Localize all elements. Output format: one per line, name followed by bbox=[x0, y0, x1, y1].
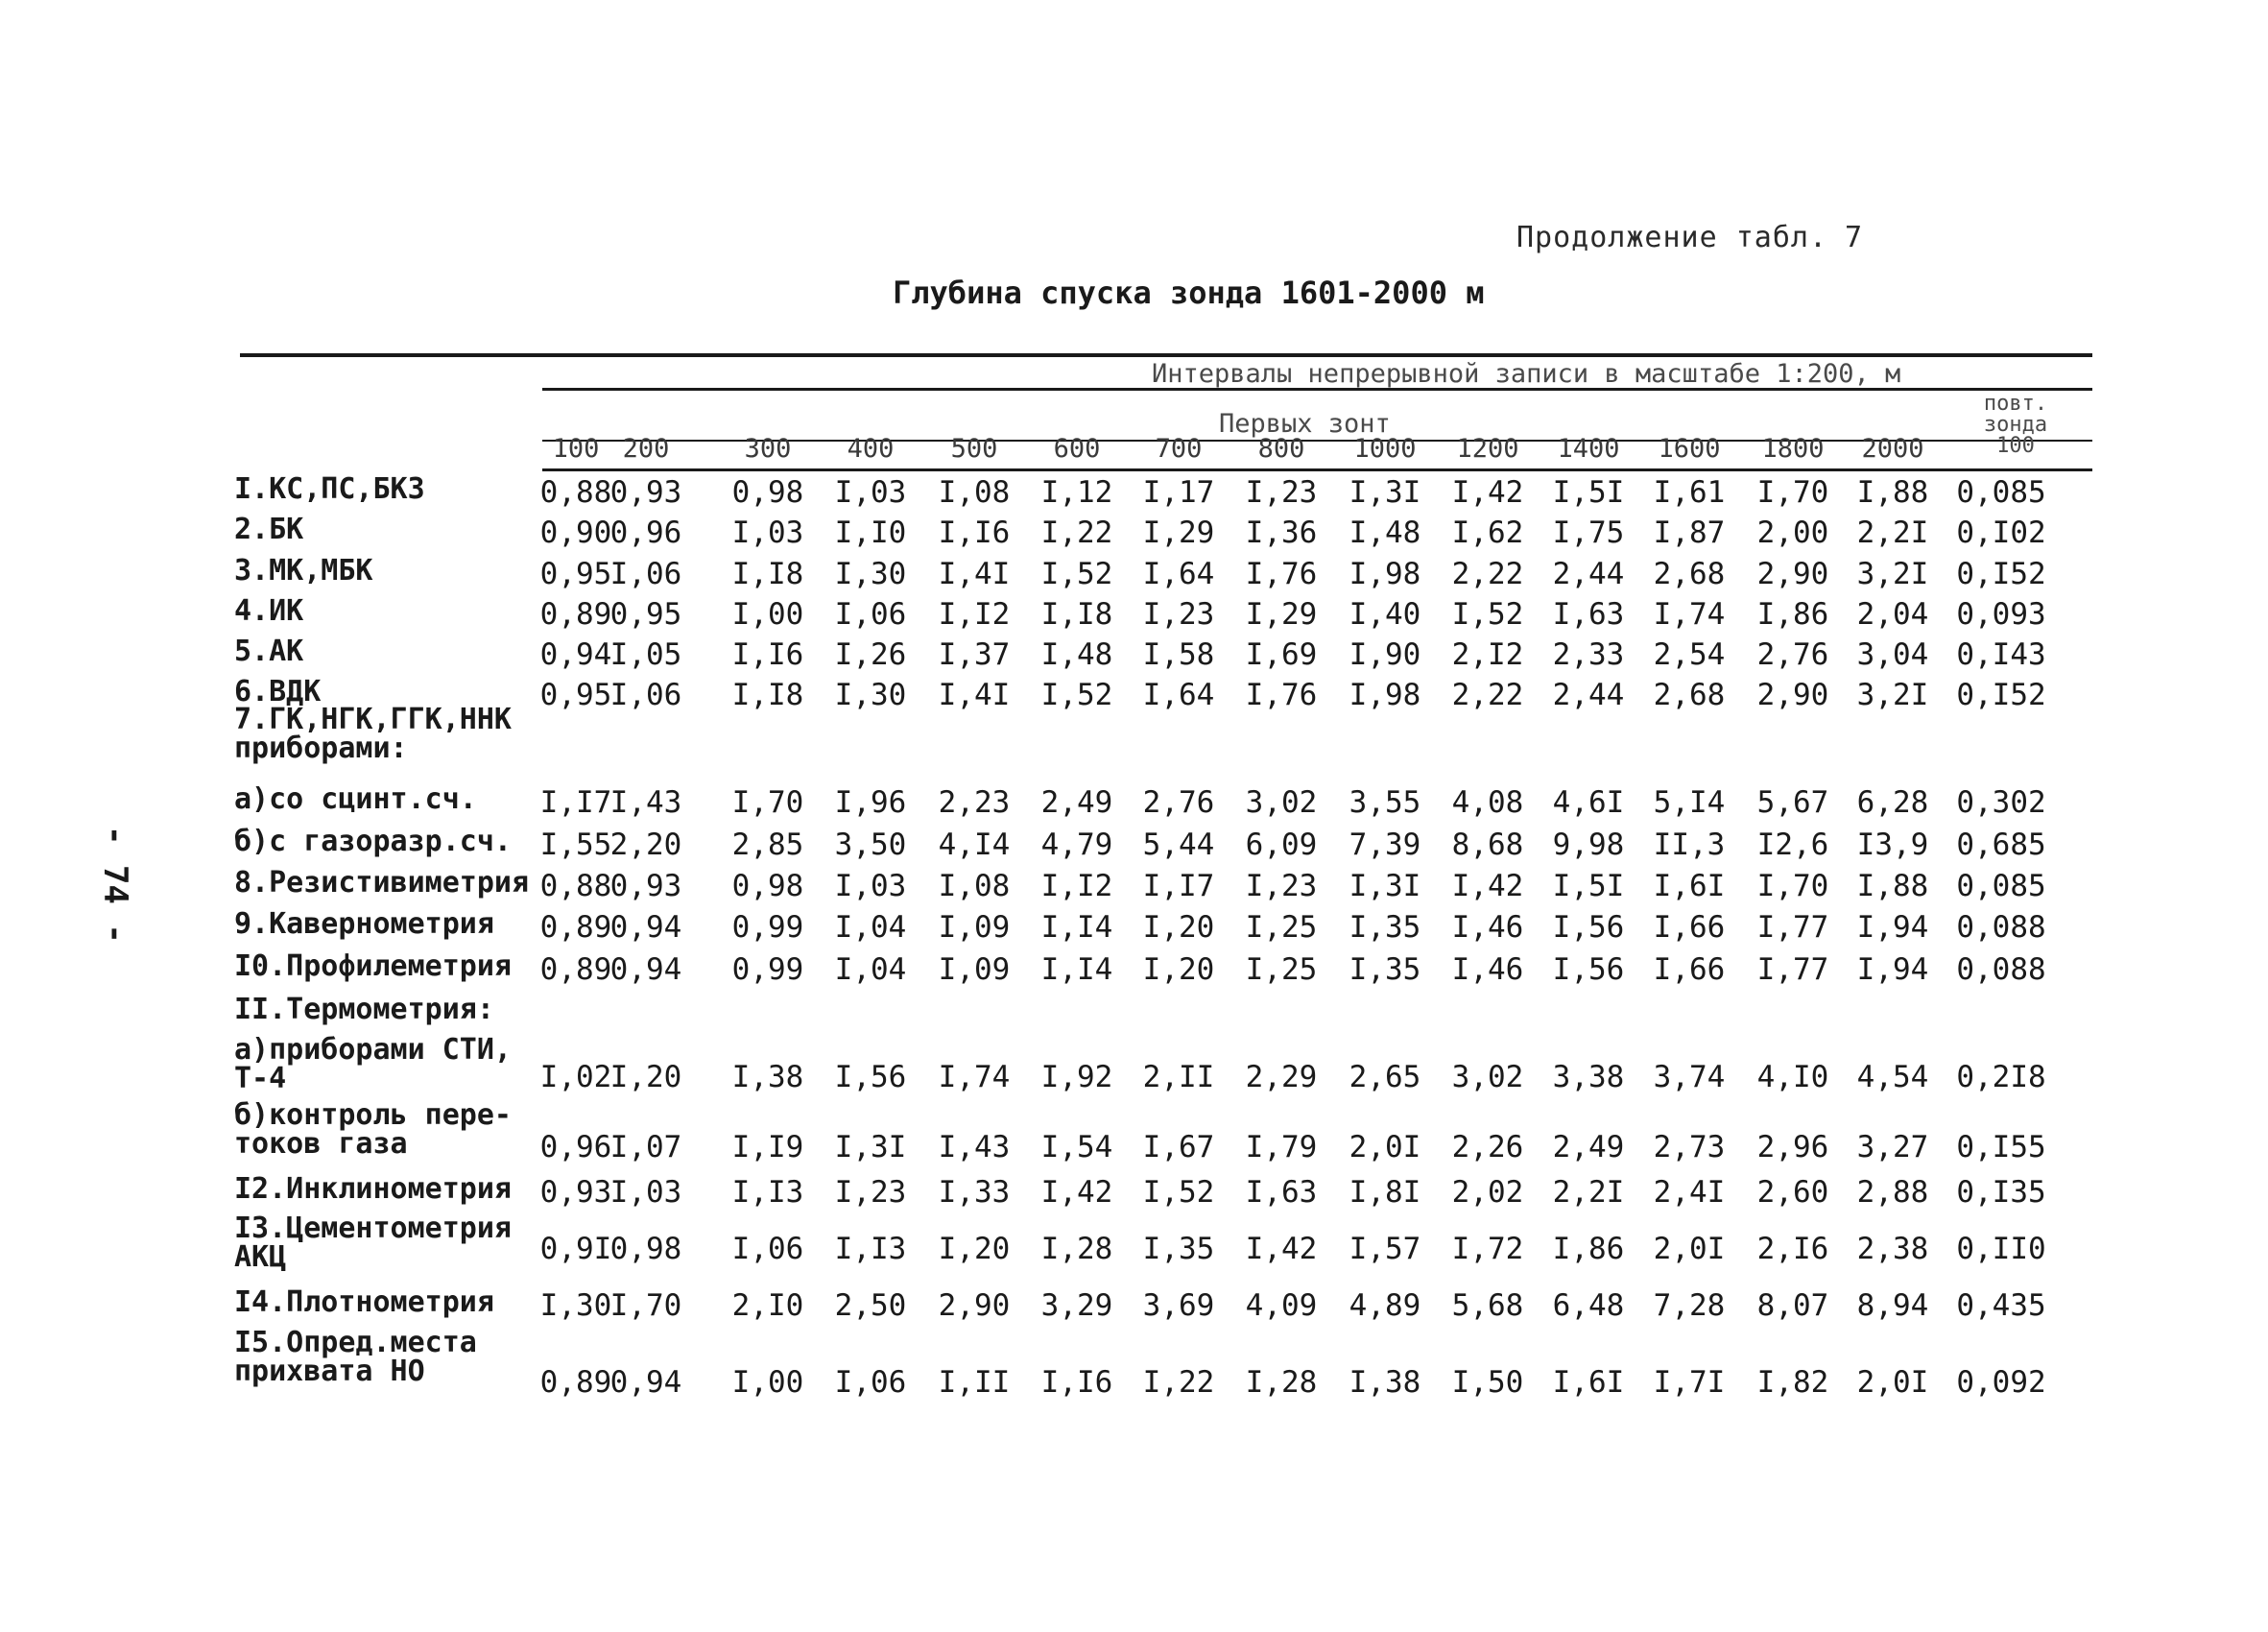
column-header: 2000 bbox=[1861, 434, 1924, 464]
table-cell: 0,95 bbox=[539, 557, 612, 591]
header-bottom-rule bbox=[542, 468, 2092, 471]
table-cell: 0,9I bbox=[539, 1232, 612, 1266]
row-label: 8.Резистивиметрия bbox=[234, 866, 530, 900]
table-cell: I,00 bbox=[731, 1365, 804, 1400]
column-header: 1800 bbox=[1761, 434, 1825, 464]
table-cell: 0,89 bbox=[539, 952, 612, 987]
table-cell: 2,I2 bbox=[1451, 637, 1524, 672]
table-cell: 3,69 bbox=[1142, 1288, 1215, 1323]
page-title: Глубина спуска зонда 1601-2000 м bbox=[893, 275, 1485, 311]
table-cell: I,23 bbox=[1142, 597, 1215, 632]
table-cell: 0,085 bbox=[1956, 475, 2046, 510]
table-cell: 2,49 bbox=[1552, 1130, 1625, 1164]
table-cell: I,02 bbox=[539, 1060, 612, 1094]
table-cell: I,04 bbox=[834, 910, 907, 945]
table-cell: I,22 bbox=[1142, 1365, 1215, 1400]
table-cell: I,23 bbox=[834, 1175, 907, 1210]
table-cell: I,42 bbox=[1451, 475, 1524, 510]
table-cell: I,06 bbox=[834, 597, 907, 632]
table-cell: 3,04 bbox=[1856, 637, 1929, 672]
table-cell: I,37 bbox=[938, 637, 1011, 672]
table-cell: 4,I0 bbox=[1756, 1060, 1829, 1094]
table-cell: I,4I bbox=[938, 557, 1011, 591]
table-cell: I,94 bbox=[1856, 952, 1929, 987]
table-cell: 0,90 bbox=[539, 516, 612, 550]
table-cell: I,04 bbox=[834, 952, 907, 987]
table-cell: 8,07 bbox=[1756, 1288, 1829, 1323]
table-cell: I,52 bbox=[1040, 678, 1113, 712]
row-label: а)приборами СТИ, Т-4 bbox=[234, 1033, 512, 1095]
table-cell: I,12 bbox=[1040, 475, 1113, 510]
table-cell: 0,302 bbox=[1956, 785, 2046, 820]
table-cell: I,I6 bbox=[1040, 1365, 1113, 1400]
table-cell: 2,2I bbox=[1552, 1175, 1625, 1210]
table-cell: 0,I02 bbox=[1956, 516, 2046, 550]
table-cell: I,I8 bbox=[1040, 597, 1113, 632]
table-cell: I,3I bbox=[1349, 869, 1421, 903]
table-cell: I,05 bbox=[609, 637, 682, 672]
table-cell: I,I3 bbox=[834, 1232, 907, 1266]
table-cell: 2,22 bbox=[1451, 678, 1524, 712]
table-cell: 0,88 bbox=[539, 869, 612, 903]
table-cell: I,70 bbox=[731, 785, 804, 820]
row-label: 6.ВДК bbox=[234, 675, 322, 708]
table-cell: 0,I52 bbox=[1956, 557, 2046, 591]
table-cell: I,23 bbox=[1245, 869, 1318, 903]
row-label: б)с газоразр.сч. bbox=[234, 825, 512, 858]
table-cell: I,03 bbox=[731, 516, 804, 550]
table-cell: 0,093 bbox=[1956, 597, 2046, 632]
table-cell: I,28 bbox=[1040, 1232, 1113, 1266]
table-cell: I,42 bbox=[1451, 869, 1524, 903]
table-cell: I,63 bbox=[1552, 597, 1625, 632]
table-cell: I,48 bbox=[1040, 637, 1113, 672]
table-cell: I,33 bbox=[938, 1175, 1011, 1210]
table-cell: I,20 bbox=[1142, 910, 1215, 945]
table-cell: I,90 bbox=[1349, 637, 1421, 672]
table-cell: 0,435 bbox=[1956, 1288, 2046, 1323]
table-cell: 0,98 bbox=[731, 869, 804, 903]
table-cell: I,86 bbox=[1552, 1232, 1625, 1266]
table-cell: 0,I52 bbox=[1956, 678, 2046, 712]
table-cell: 2,65 bbox=[1349, 1060, 1421, 1094]
table-cell: 2,04 bbox=[1856, 597, 1929, 632]
table-cell: I,23 bbox=[1245, 475, 1318, 510]
table-cell: 2,I0 bbox=[731, 1288, 804, 1323]
table-cell: 0,89 bbox=[539, 597, 612, 632]
table-cell: I,43 bbox=[938, 1130, 1011, 1164]
table-cell: 3,2I bbox=[1856, 678, 1929, 712]
table-cell: I,98 bbox=[1349, 678, 1421, 712]
table-cell: I3,9 bbox=[1856, 828, 1929, 862]
table-cell: 2,44 bbox=[1552, 678, 1625, 712]
table-cell: 5,68 bbox=[1451, 1288, 1524, 1323]
table-cell: I,3I bbox=[834, 1130, 907, 1164]
table-cell: I,52 bbox=[1040, 557, 1113, 591]
table-cell: I,08 bbox=[938, 869, 1011, 903]
table-cell: 4,6I bbox=[1552, 785, 1625, 820]
table-cell: 2,85 bbox=[731, 828, 804, 862]
table-cell: I,I7 bbox=[539, 785, 612, 820]
table-cell: I,I8 bbox=[731, 557, 804, 591]
table-cell: I,77 bbox=[1756, 910, 1829, 945]
row-label: 7.ГК,НГК,ГГК,ННК приборами: bbox=[234, 703, 512, 765]
column-header: 1600 bbox=[1658, 434, 1721, 464]
table-cell: I,I3 bbox=[731, 1175, 804, 1210]
table-cell: 0,685 bbox=[1956, 828, 2046, 862]
group-header: Интервалы непрерывной записи в масштабе 1:200, м bbox=[1152, 359, 1901, 389]
continuation-text: Продолжение табл. bbox=[1516, 221, 1828, 254]
table-cell: I,6I bbox=[1653, 869, 1726, 903]
table-cell: I,I7 bbox=[1142, 869, 1215, 903]
table-cell: 0,092 bbox=[1956, 1365, 2046, 1400]
table-cell: 0,88 bbox=[539, 475, 612, 510]
table-cell: 0,088 bbox=[1956, 910, 2046, 945]
table-cell: I,69 bbox=[1245, 637, 1318, 672]
table-cell: I,28 bbox=[1245, 1365, 1318, 1400]
table-cell: 2,22 bbox=[1451, 557, 1524, 591]
table-cell: I,66 bbox=[1653, 952, 1726, 987]
row-label: 5.АК bbox=[234, 635, 304, 668]
column-header: 200 bbox=[622, 434, 670, 464]
table-cell: I,03 bbox=[834, 475, 907, 510]
table-cell: I,62 bbox=[1451, 516, 1524, 550]
table-cell: 2,90 bbox=[1756, 557, 1829, 591]
table-cell: I,92 bbox=[1040, 1060, 1113, 1094]
table-cell: I,I6 bbox=[731, 637, 804, 672]
table-cell: I,56 bbox=[834, 1060, 907, 1094]
table-cell: I,70 bbox=[609, 1288, 682, 1323]
table-cell: 0,93 bbox=[609, 475, 682, 510]
table-cell: 0,94 bbox=[539, 637, 612, 672]
table-cell: I,29 bbox=[1245, 597, 1318, 632]
table-cell: I,63 bbox=[1245, 1175, 1318, 1210]
table-cell: 2,0I bbox=[1856, 1365, 1929, 1400]
table-cell: 2,I6 bbox=[1756, 1232, 1829, 1266]
table-cell: 3,55 bbox=[1349, 785, 1421, 820]
table-cell: I,38 bbox=[731, 1060, 804, 1094]
table-cell: 2,49 bbox=[1040, 785, 1113, 820]
table-cell: I,20 bbox=[938, 1232, 1011, 1266]
table-cell: 3,27 bbox=[1856, 1130, 1929, 1164]
table-cell: I,87 bbox=[1653, 516, 1726, 550]
table-cell: I,67 bbox=[1142, 1130, 1215, 1164]
table-cell: I,I0 bbox=[834, 516, 907, 550]
table-cell: 2,02 bbox=[1451, 1175, 1524, 1210]
table-cell: 2,90 bbox=[1756, 678, 1829, 712]
table-cell: I,06 bbox=[731, 1232, 804, 1266]
table-cell: I,35 bbox=[1349, 952, 1421, 987]
last-col-header: повт. зонда 100 bbox=[1983, 392, 2048, 458]
table-cell: I,I6 bbox=[938, 516, 1011, 550]
table-cell: I,40 bbox=[1349, 597, 1421, 632]
table-cell: 0,085 bbox=[1956, 869, 2046, 903]
table-cell: 0,94 bbox=[609, 910, 682, 945]
table-cell: II,3 bbox=[1653, 828, 1726, 862]
table-cell: I,30 bbox=[539, 1288, 612, 1323]
table-cell: I,I4 bbox=[1040, 952, 1113, 987]
table-cell: I,06 bbox=[609, 678, 682, 712]
table-cell: I,96 bbox=[834, 785, 907, 820]
table-cell: I,57 bbox=[1349, 1232, 1421, 1266]
table-cell: I,6I bbox=[1552, 1365, 1625, 1400]
table-cell: 0,088 bbox=[1956, 952, 2046, 987]
table-cell: I,76 bbox=[1245, 557, 1318, 591]
table-cell: I,22 bbox=[1040, 516, 1113, 550]
table-cell: I,56 bbox=[1552, 910, 1625, 945]
table-cell: 4,89 bbox=[1349, 1288, 1421, 1323]
table-cell: I,77 bbox=[1756, 952, 1829, 987]
table-cell: 2,50 bbox=[834, 1288, 907, 1323]
table-cell: 0,95 bbox=[539, 678, 612, 712]
table-cell: I,52 bbox=[1451, 597, 1524, 632]
table-cell: 0,96 bbox=[609, 516, 682, 550]
table-cell: I,35 bbox=[1349, 910, 1421, 945]
row-label: I0.Профилеметрия bbox=[234, 949, 512, 983]
table-cell: 2,54 bbox=[1653, 637, 1726, 672]
column-header: 1000 bbox=[1353, 434, 1417, 464]
table-cell: I,58 bbox=[1142, 637, 1215, 672]
table-cell: 8,68 bbox=[1451, 828, 1524, 862]
table-cell: I,98 bbox=[1349, 557, 1421, 591]
table-cell: 5,67 bbox=[1756, 785, 1829, 820]
table-cell: I,72 bbox=[1451, 1232, 1524, 1266]
table-cell: I,09 bbox=[938, 910, 1011, 945]
table-cell: I,36 bbox=[1245, 516, 1318, 550]
table-cell: I,4I bbox=[938, 678, 1011, 712]
table-cell: 0,I55 bbox=[1956, 1130, 2046, 1164]
table-cell: I,74 bbox=[938, 1060, 1011, 1094]
table-cell: I,64 bbox=[1142, 678, 1215, 712]
table-cell: 2,0I bbox=[1653, 1232, 1726, 1266]
row-label: 4.ИК bbox=[234, 594, 304, 628]
table-cell: 6,09 bbox=[1245, 828, 1318, 862]
table-cell: 0,95 bbox=[609, 597, 682, 632]
table-cell: I,30 bbox=[834, 557, 907, 591]
column-header: 600 bbox=[1053, 434, 1101, 464]
table-cell: I,20 bbox=[1142, 952, 1215, 987]
table-cell: 0,99 bbox=[731, 952, 804, 987]
table-cell: 2,90 bbox=[938, 1288, 1011, 1323]
table-cell: I,06 bbox=[609, 557, 682, 591]
table-cell: 2,44 bbox=[1552, 557, 1625, 591]
table-cell: I,II bbox=[938, 1365, 1011, 1400]
table-cell: I,8I bbox=[1349, 1175, 1421, 1210]
page-number: - 74 - bbox=[96, 826, 134, 944]
table-cell: I,00 bbox=[731, 597, 804, 632]
table-cell: I,70 bbox=[1756, 475, 1829, 510]
table-cell: I,64 bbox=[1142, 557, 1215, 591]
table-cell: 2,4I bbox=[1653, 1175, 1726, 1210]
column-header: 1200 bbox=[1456, 434, 1519, 464]
table-cell: I,03 bbox=[834, 869, 907, 903]
table-cell: I,3I bbox=[1349, 475, 1421, 510]
table-cell: I,03 bbox=[609, 1175, 682, 1210]
table-cell: I,82 bbox=[1756, 1365, 1829, 1400]
row-label: 3.МК,МБК bbox=[234, 554, 373, 588]
column-header: 700 bbox=[1155, 434, 1203, 464]
table-cell: 0,99 bbox=[731, 910, 804, 945]
row-label: а)со сцинт.сч. bbox=[234, 782, 477, 816]
table-cell: 2,0I bbox=[1349, 1130, 1421, 1164]
table-cell: I,48 bbox=[1349, 516, 1421, 550]
table-cell: 4,79 bbox=[1040, 828, 1113, 862]
table-cell: I,08 bbox=[938, 475, 1011, 510]
table-cell: I,88 bbox=[1856, 869, 1929, 903]
table-cell: 7,28 bbox=[1653, 1288, 1726, 1323]
row-label: II.Термометрия: bbox=[234, 993, 494, 1026]
table-cell: 0,I43 bbox=[1956, 637, 2046, 672]
table-cell: I,46 bbox=[1451, 910, 1524, 945]
column-header: 1400 bbox=[1557, 434, 1620, 464]
column-header: 300 bbox=[744, 434, 792, 464]
table-cell: 0,98 bbox=[609, 1232, 682, 1266]
table-cell: I,70 bbox=[1756, 869, 1829, 903]
row-label: б)контроль пере- токов газа bbox=[234, 1098, 512, 1161]
table-cell: I,61 bbox=[1653, 475, 1726, 510]
top-rule bbox=[240, 353, 2092, 357]
table-cell: I,79 bbox=[1245, 1130, 1318, 1164]
table-cell: I,56 bbox=[1552, 952, 1625, 987]
row-label: I3.Цементометрия АКЦ bbox=[234, 1212, 512, 1274]
table-cell: 2,68 bbox=[1653, 557, 1726, 591]
continuation-note bbox=[1516, 221, 1863, 254]
table-cell: I,50 bbox=[1451, 1365, 1524, 1400]
table-cell: 2,29 bbox=[1245, 1060, 1318, 1094]
row-label: 9.Кавернометрия bbox=[234, 907, 494, 941]
table-cell: 3,02 bbox=[1451, 1060, 1524, 1094]
row-label: I2.Инклинометрия bbox=[234, 1172, 512, 1206]
table-cell: I,5I bbox=[1552, 869, 1625, 903]
table-cell: I,30 bbox=[834, 678, 907, 712]
table-cell: I,I2 bbox=[938, 597, 1011, 632]
column-header: 500 bbox=[950, 434, 998, 464]
table-cell: 8,94 bbox=[1856, 1288, 1929, 1323]
table-cell: I,I2 bbox=[1040, 869, 1113, 903]
table-cell: I,I9 bbox=[731, 1130, 804, 1164]
row-label: I5.Опред.места прихвата НО bbox=[234, 1326, 477, 1388]
table-cell: I,55 bbox=[539, 828, 612, 862]
table-cell: I,46 bbox=[1451, 952, 1524, 987]
table-cell: I,5I bbox=[1552, 475, 1625, 510]
table-cell: I,42 bbox=[1245, 1232, 1318, 1266]
table-cell: 2,23 bbox=[938, 785, 1011, 820]
row-label: I4.Плотнометрия bbox=[234, 1285, 494, 1319]
table-cell: 2,76 bbox=[1142, 785, 1215, 820]
table-cell: 3,2I bbox=[1856, 557, 1929, 591]
table-cell: 2,33 bbox=[1552, 637, 1625, 672]
table-cell: 2,68 bbox=[1653, 678, 1726, 712]
table-cell: I,7I bbox=[1653, 1365, 1726, 1400]
table-cell: 0,89 bbox=[539, 910, 612, 945]
table-cell: 4,54 bbox=[1856, 1060, 1929, 1094]
table-number: 7 bbox=[1845, 221, 1864, 254]
table-cell: 2,38 bbox=[1856, 1232, 1929, 1266]
table-cell: 9,98 bbox=[1552, 828, 1625, 862]
table-cell: I,74 bbox=[1653, 597, 1726, 632]
table-cell: 5,I4 bbox=[1653, 785, 1726, 820]
table-cell: I,20 bbox=[609, 1060, 682, 1094]
table-cell: I,54 bbox=[1040, 1130, 1113, 1164]
table-cell: 3,29 bbox=[1040, 1288, 1113, 1323]
table-cell: I,38 bbox=[1349, 1365, 1421, 1400]
table-cell: I,09 bbox=[938, 952, 1011, 987]
table-cell: 2,73 bbox=[1653, 1130, 1726, 1164]
table-cell: 0,II0 bbox=[1956, 1232, 2046, 1266]
table-cell: 2,26 bbox=[1451, 1130, 1524, 1164]
table-cell: 0,2I8 bbox=[1956, 1060, 2046, 1094]
table-cell: 2,II bbox=[1142, 1060, 1215, 1094]
table-cell: 0,93 bbox=[609, 869, 682, 903]
table-cell: I,42 bbox=[1040, 1175, 1113, 1210]
table-cell: I,07 bbox=[609, 1130, 682, 1164]
table-cell: I,I8 bbox=[731, 678, 804, 712]
table-cell: 3,74 bbox=[1653, 1060, 1726, 1094]
column-header: 100 bbox=[552, 434, 600, 464]
table-cell: I,43 bbox=[609, 785, 682, 820]
table-cell: I,75 bbox=[1552, 516, 1625, 550]
table-cell: 2,00 bbox=[1756, 516, 1829, 550]
table-cell: 0,96 bbox=[539, 1130, 612, 1164]
subgroup-header: Первых зонт bbox=[1219, 409, 1391, 439]
table-cell: 2,88 bbox=[1856, 1175, 1929, 1210]
table-cell: 3,38 bbox=[1552, 1060, 1625, 1094]
table-cell: 5,44 bbox=[1142, 828, 1215, 862]
table-cell: I,06 bbox=[834, 1365, 907, 1400]
table-cell: I,35 bbox=[1142, 1232, 1215, 1266]
table-cell: I,25 bbox=[1245, 952, 1318, 987]
table-cell: 6,48 bbox=[1552, 1288, 1625, 1323]
table-cell: 7,39 bbox=[1349, 828, 1421, 862]
row-label: 2.БК bbox=[234, 513, 304, 546]
table-cell: I2,6 bbox=[1756, 828, 1829, 862]
table-cell: 2,96 bbox=[1756, 1130, 1829, 1164]
table-cell: I,66 bbox=[1653, 910, 1726, 945]
table-cell: I,88 bbox=[1856, 475, 1929, 510]
row-label: I.КС,ПС,БКЗ bbox=[234, 472, 425, 506]
table-cell: I,76 bbox=[1245, 678, 1318, 712]
table-cell: I,26 bbox=[834, 637, 907, 672]
table-cell: 0,93 bbox=[539, 1175, 612, 1210]
table-cell: 2,60 bbox=[1756, 1175, 1829, 1210]
table-cell: 3,50 bbox=[834, 828, 907, 862]
table-cell: 4,08 bbox=[1451, 785, 1524, 820]
table-cell: 0,98 bbox=[731, 475, 804, 510]
table-cell: I,25 bbox=[1245, 910, 1318, 945]
column-header: 400 bbox=[847, 434, 895, 464]
table-cell: I,29 bbox=[1142, 516, 1215, 550]
table-cell: 0,89 bbox=[539, 1365, 612, 1400]
table-cell: I,86 bbox=[1756, 597, 1829, 632]
table-cell: 4,09 bbox=[1245, 1288, 1318, 1323]
table-cell: 4,I4 bbox=[938, 828, 1011, 862]
table-cell: 0,I35 bbox=[1956, 1175, 2046, 1210]
table-cell: I,17 bbox=[1142, 475, 1215, 510]
table-cell: 2,20 bbox=[609, 828, 682, 862]
table-cell: 0,94 bbox=[609, 952, 682, 987]
table-cell: 2,2I bbox=[1856, 516, 1929, 550]
table-cell: 0,94 bbox=[609, 1365, 682, 1400]
table-cell: I,I4 bbox=[1040, 910, 1113, 945]
table-cell: 3,02 bbox=[1245, 785, 1318, 820]
table-cell: 2,76 bbox=[1756, 637, 1829, 672]
column-header: 800 bbox=[1257, 434, 1305, 464]
table-cell: I,94 bbox=[1856, 910, 1929, 945]
table-cell: 6,28 bbox=[1856, 785, 1929, 820]
table-cell: I,52 bbox=[1142, 1175, 1215, 1210]
